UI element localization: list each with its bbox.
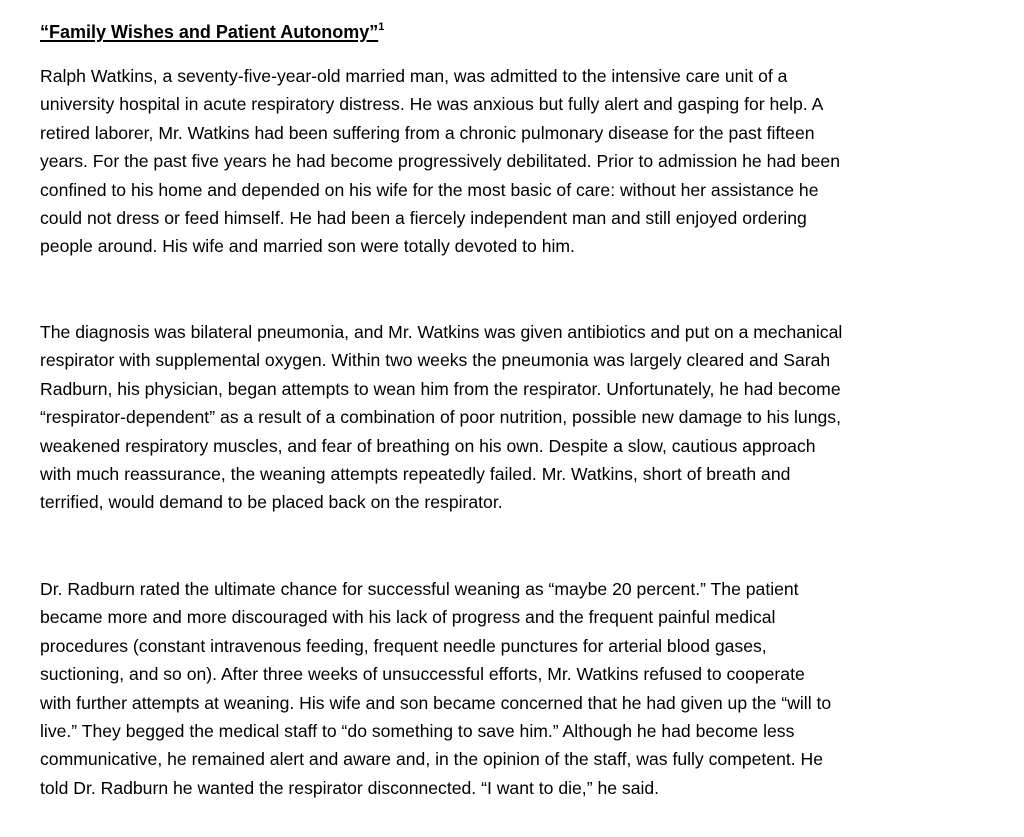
paragraph-line: suctioning, and so on). After three weeks of unsuccessful efforts, Mr. Watkins refused to cooperate [40,664,805,685]
paragraph-line: respirator with supplemental oxygen. Within two weeks the pneumonia was largely cleared and Sarah [40,350,831,371]
paragraph-line: “respirator-dependent” as a result of a combination of poor nutrition, possible new damage to his lungs, [40,407,841,428]
paragraph-line: weakened respiratory muscles, and fear of breathing on his own. Despite a slow, cautious approach [40,435,816,456]
paragraph-1 [40,62,840,261]
document-title [40,19,384,45]
paragraph-line: people around. His wife and married son were totally devoted to him. [40,236,575,257]
paragraph-line: live.” They begged the medical staff to “do something to save him.” Although he had become less [40,721,795,742]
paragraph-3 [40,575,831,802]
paragraph-line: told Dr. Radburn he wanted the respirator disconnected. “I want to die,” he said. [40,777,660,798]
paragraph-line: with further attempts at weaning. His wife and son became concerned that he had given up the “will to [40,692,832,713]
footnote-marker: 1 [378,21,385,33]
paragraph-line: became more and more discouraged with his lack of progress and the frequent painful medical [40,607,776,628]
paragraph-line: university hospital in acute respiratory distress. He was anxious but fully alert and gasping for help. A [40,94,824,115]
paragraph-line: years. For the past five years he had become progressively debilitated. Prior to admission he had been [40,151,840,172]
paragraph-line: Dr. Radburn rated the ultimate chance for successful weaning as “maybe 20 percent.” The patient [40,579,799,599]
paragraph-line: terrified, would demand to be placed back on the respirator. [40,492,503,513]
paragraph-line: could not dress or feed himself. He had been a fiercely independent man and still enjoyed ordering [40,208,807,229]
paragraph-line: confined to his home and depended on his wife for the most basic of care: without her assistance he [40,179,819,200]
paragraph-line: communicative, he remained alert and aware and, in the opinion of the staff, was fully competent. He [40,749,824,770]
paragraph-line: Radburn, his physician, began attempts to wean him from the respirator. Unfortunately, he had become [40,378,841,399]
paragraph-line: The diagnosis was bilateral pneumonia, and Mr. Watkins was given antibiotics and put on a mechanical [40,322,843,342]
paragraph-line: retired laborer, Mr. Watkins had been suffering from a chronic pulmonary disease for the past fifteen [40,122,815,143]
paragraph-line: with much reassurance, the weaning attempts repeatedly failed. Mr. Watkins, short of breath and [40,464,791,485]
paragraph-line: Ralph Watkins, a seventy-five-year-old married man, was admitted to the intensive care unit of a [40,66,788,86]
document-title-text: “Family Wishes and Patient Autonomy” [40,22,379,42]
paragraph-2 [40,318,842,517]
paragraph-line: procedures (constant intravenous feeding, frequent needle punctures for arterial blood gases, [40,635,767,656]
